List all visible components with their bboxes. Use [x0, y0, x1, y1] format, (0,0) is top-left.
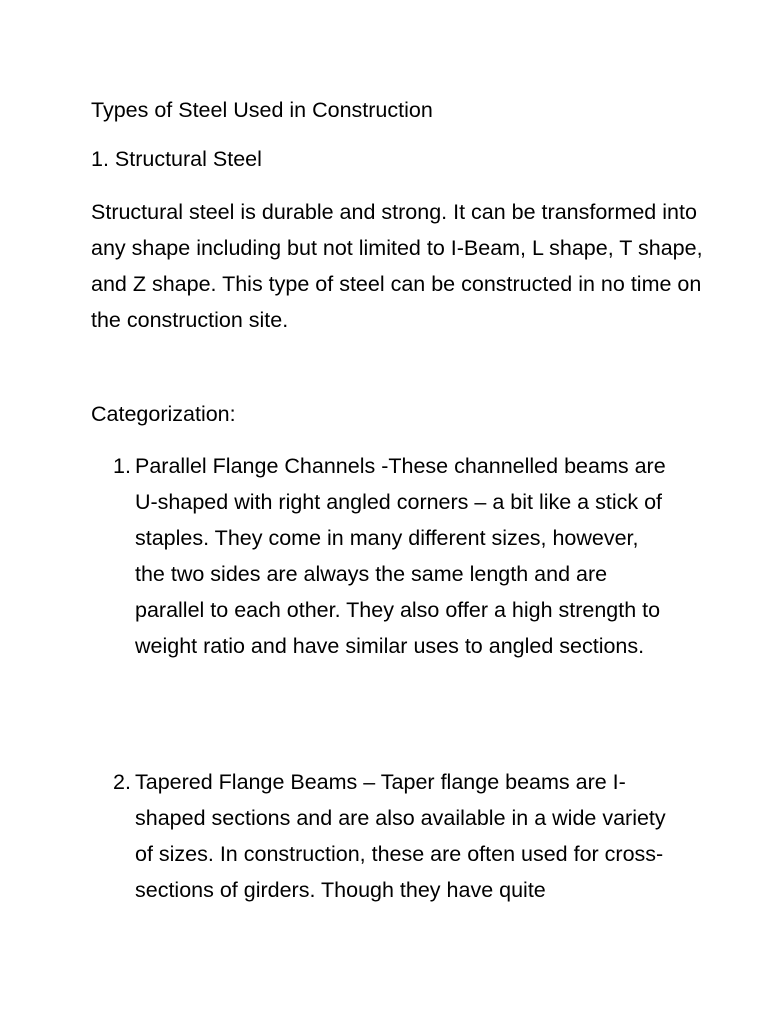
list-item-number: 2. [113, 770, 131, 794]
intro-paragraph: Structural steel is durable and strong. It can be transformed into any shape including but not limited to I-Beam, L shape, T shape, and Z shape. This type of steel can be constructed in no time on the construction site. [91, 200, 703, 332]
section-heading: 1. Structural Steel [91, 147, 262, 171]
list-item [113, 448, 673, 708]
list-item [113, 764, 673, 944]
list-item-text: Parallel Flange Channels -These channelled beams are U-shaped with right angled corners – a bit like a stick of staples. They come in many different sizes, however, the two sides are always the same length and are parallel to each other. They also offer a high strength to weight ratio and have similar uses to angled sections. [135, 454, 666, 658]
categorization-label: Categorization: [91, 402, 236, 426]
list-item-number: 1. [113, 454, 131, 478]
document-title: Types of Steel Used in Construction [91, 98, 433, 122]
list-item-text: Tapered Flange Beams – Taper flange beams are I-shaped sections and are also available in a wide variety of sizes. In construction, these are often used for cross-sections of girders. Though they have quite [135, 770, 666, 902]
